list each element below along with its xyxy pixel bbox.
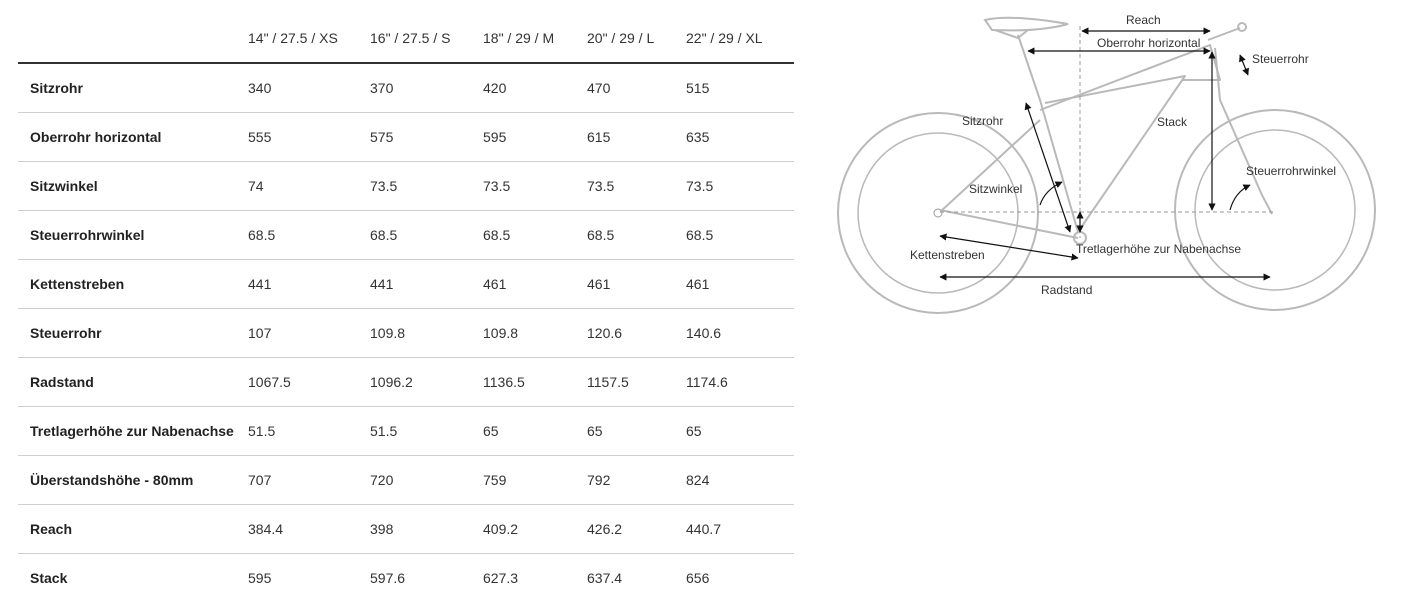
table-cell: 595	[483, 113, 587, 162]
table-cell: 68.5	[248, 211, 370, 260]
label-sitzwinkel: Sitzwinkel	[969, 182, 1023, 196]
table-row	[18, 162, 794, 211]
table-cell: 575	[370, 113, 483, 162]
table-cell: 51.5	[248, 407, 370, 456]
header-size-xl: 22" / 29 / XL	[686, 14, 794, 63]
table-cell: 68.5	[370, 211, 483, 260]
table-cell: 65	[686, 407, 794, 456]
diagram-labels	[910, 13, 1336, 297]
row-label: Tretlagerhöhe zur Nabenachse	[18, 407, 248, 456]
table-cell: 398	[370, 505, 483, 554]
reference-lines	[940, 26, 1275, 238]
table-cell: 340	[248, 63, 370, 113]
table-cell: 555	[248, 113, 370, 162]
table-cell: 65	[483, 407, 587, 456]
table-cell: 384.4	[248, 505, 370, 554]
label-stack: Stack	[1157, 115, 1188, 129]
table-cell: 1136.5	[483, 358, 587, 407]
table-cell: 68.5	[587, 211, 686, 260]
header-size-s: 16" / 27.5 / S	[370, 14, 483, 63]
rear-wheel	[838, 113, 1038, 313]
table-cell: 73.5	[587, 162, 686, 211]
table-cell: 720	[370, 456, 483, 505]
row-label: Überstandshöhe - 80mm	[18, 456, 248, 505]
table-cell: 470	[587, 63, 686, 113]
saddle	[985, 18, 1068, 38]
table-cell: 615	[587, 113, 686, 162]
table-body	[18, 63, 794, 602]
label-steuerrohrwinkel: Steuerrohrwinkel	[1246, 164, 1337, 178]
header-size-l: 20" / 29 / L	[587, 14, 686, 63]
table-cell: 51.5	[370, 407, 483, 456]
row-label: Sitzrohr	[18, 63, 248, 113]
table-cell: 461	[587, 260, 686, 309]
table-cell: 409.2	[483, 505, 587, 554]
row-label: Stack	[30, 570, 68, 586]
table-cell: 420	[483, 63, 587, 113]
table-cell: 824	[686, 456, 794, 505]
bike-geometry-diagram	[832, 8, 1392, 328]
label-oberrohr-horizontal: Oberrohr horizontal	[1097, 36, 1201, 50]
table-cell: 440.7	[686, 505, 794, 554]
label-tretlagerhoehe: Tretlagerhöhe zur Nabenachse	[1076, 242, 1241, 256]
table-cell: 637.4	[587, 570, 623, 586]
label-sitzrohr: Sitzrohr	[962, 114, 1004, 128]
table-cell: 656	[686, 570, 710, 586]
table-cell: 597.6	[370, 570, 406, 586]
table-cell: 595	[248, 570, 272, 586]
table-row	[18, 260, 794, 309]
table-cell: 441	[370, 260, 483, 309]
table-cell: 1157.5	[587, 358, 686, 407]
row-label: Reach	[18, 505, 248, 554]
table-cell: 759	[483, 456, 587, 505]
row-label: Oberrohr horizontal	[18, 113, 248, 162]
header-size-xs: 14" / 27.5 / XS	[248, 14, 370, 63]
table-cell: 120.6	[587, 309, 686, 358]
front-wheel	[1175, 110, 1375, 310]
table-cell: 140.6	[686, 309, 794, 358]
table-cell: 68.5	[686, 211, 794, 260]
row-label: Steuerrohr	[18, 309, 248, 358]
label-radstand: Radstand	[1041, 283, 1093, 297]
row-label: Radstand	[18, 358, 248, 407]
row-label: Kettenstreben	[18, 260, 248, 309]
table-cell: 74	[248, 162, 370, 211]
table-cell: 441	[248, 260, 370, 309]
table-cell: 627.3	[483, 570, 519, 586]
table-row	[18, 113, 794, 162]
label-reach: Reach	[1126, 13, 1161, 27]
geometry-table	[18, 14, 794, 602]
table-cell: 109.8	[483, 309, 587, 358]
table-cell: 461	[686, 260, 794, 309]
table-cell: 707	[248, 456, 370, 505]
table-cell: 109.8	[370, 309, 483, 358]
table-cell: 65	[587, 407, 686, 456]
label-steuerrohr: Steuerrohr	[1252, 52, 1309, 66]
table-cell: 635	[686, 113, 794, 162]
table-cell: 426.2	[587, 505, 686, 554]
table-row	[18, 309, 794, 358]
table-header-row	[18, 14, 794, 63]
table-cell: 515	[686, 63, 794, 113]
table-row	[18, 407, 794, 456]
table-row	[18, 63, 794, 113]
table-row	[18, 211, 794, 260]
table-row	[18, 554, 794, 603]
table-cell: 1174.6	[686, 358, 794, 407]
table-cell: 1067.5	[248, 358, 370, 407]
table-cell: 107	[248, 309, 370, 358]
table-row	[18, 505, 794, 554]
table-cell: 370	[370, 63, 483, 113]
header-size-m: 18" / 29 / M	[483, 14, 587, 63]
row-label: Steuerrohrwinkel	[18, 211, 248, 260]
measure-arrows	[940, 31, 1270, 277]
bike-frame	[940, 23, 1272, 244]
header-empty	[18, 14, 248, 63]
table-cell: 68.5	[483, 211, 587, 260]
row-label: Sitzwinkel	[18, 162, 248, 211]
table-cell: 73.5	[483, 162, 587, 211]
table-cell: 73.5	[686, 162, 794, 211]
table-cell: 1096.2	[370, 358, 483, 407]
table-cell: 461	[483, 260, 587, 309]
label-kettenstreben: Kettenstreben	[910, 248, 985, 262]
table-row	[18, 358, 794, 407]
table-cell: 73.5	[370, 162, 483, 211]
table-row	[18, 456, 794, 505]
table-cell: 792	[587, 456, 686, 505]
